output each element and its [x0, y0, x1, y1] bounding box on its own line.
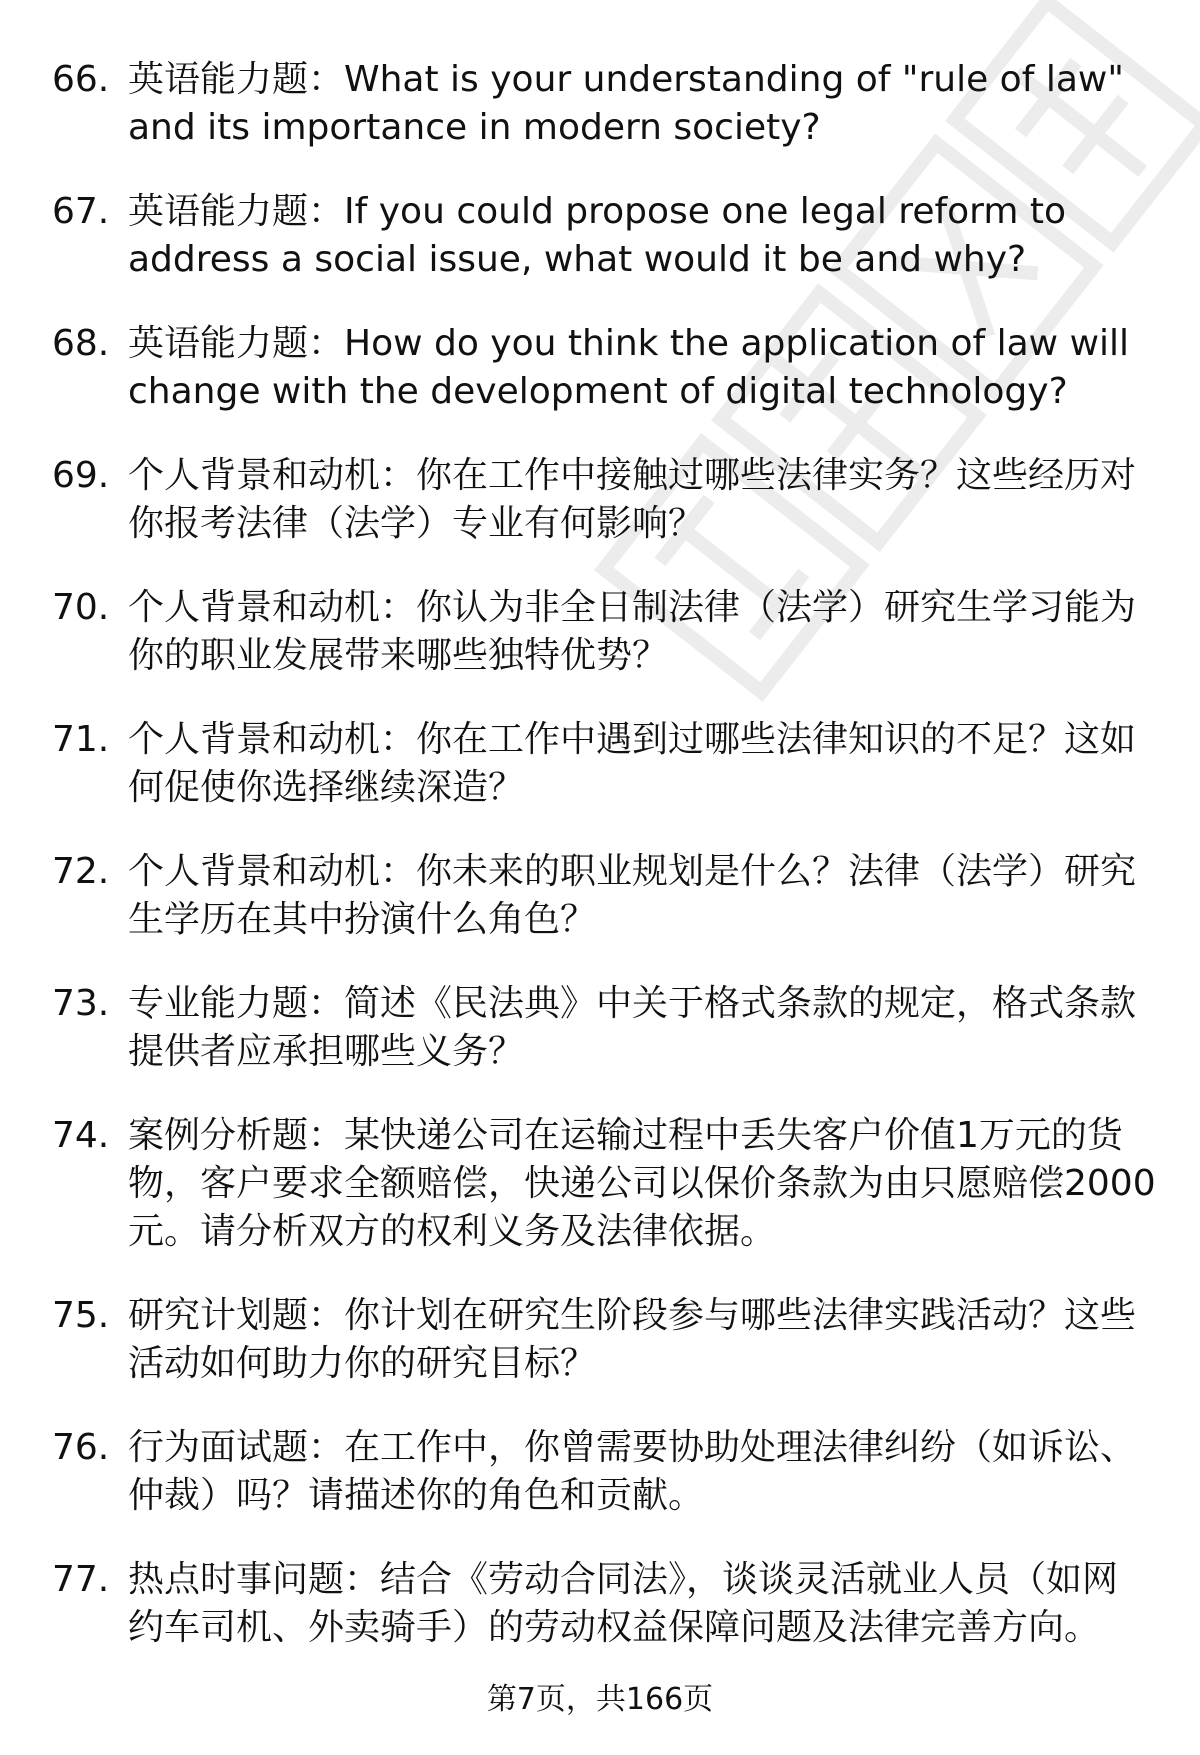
- question-text: [128, 584, 1158, 680]
- question-number: 68.: [52, 323, 110, 364]
- question-item: [0, 1556, 1200, 1688]
- question-line: 个人背景和动机：你未来的职业规划是什么？法律（法学）研究: [128, 851, 1137, 892]
- question-item: [0, 1292, 1200, 1424]
- question-text: [128, 1556, 1158, 1652]
- question-text: [128, 848, 1158, 944]
- question-line: 专业能力题：简述《民法典》中关于格式条款的规定，格式条款: [128, 983, 1137, 1024]
- question-text: [128, 980, 1158, 1076]
- question-text: [128, 320, 1158, 416]
- question-line: 研究计划题：你计划在研究生阶段参与哪些法律实践活动？这些: [128, 1295, 1137, 1336]
- question-line: 你的职业发展带来哪些独特优势？: [128, 635, 669, 676]
- question-line: 元。请分析双方的权利义务及法律依据。: [128, 1211, 777, 1252]
- question-item: [0, 1424, 1200, 1556]
- question-item: [0, 848, 1200, 980]
- question-number: 72.: [52, 851, 110, 892]
- question-item: [0, 716, 1200, 848]
- question-line: 生学历在其中扮演什么角色？: [128, 899, 597, 940]
- page-footer: 第7页，共166页: [486, 1682, 714, 1717]
- question-line: 英语能力题：What is your understanding of "rule of law": [128, 59, 1124, 100]
- question-number: 75.: [52, 1295, 110, 1336]
- question-line: change with the development of digital technology?: [128, 371, 1068, 412]
- question-line: 个人背景和动机：你在工作中接触过哪些法律实务？这些经历对: [128, 455, 1137, 496]
- question-line: 你报考法律（法学）专业有何影响？: [128, 503, 705, 544]
- question-number: 69.: [52, 455, 110, 496]
- question-number: 66.: [52, 59, 110, 100]
- question-number: 76.: [52, 1427, 110, 1468]
- question-line: 行为面试题：在工作中，你曾需要协助处理法律纠纷（如诉讼、: [128, 1427, 1137, 1468]
- question-item: [0, 320, 1200, 452]
- question-item: [0, 980, 1200, 1112]
- question-text: [128, 1424, 1158, 1520]
- question-line: address a social issue, what would it be and why?: [128, 239, 1027, 280]
- question-item: [0, 56, 1200, 188]
- question-line: 仲裁）吗？请描述你的角色和贡献。: [128, 1475, 705, 1516]
- question-text: [128, 1292, 1158, 1388]
- question-line: 何促使你选择继续深造？: [128, 767, 525, 808]
- question-number: 67.: [52, 191, 110, 232]
- question-line: 个人背景和动机：你认为非全日制法律（法学）研究生学习能为: [128, 587, 1137, 628]
- question-item: [0, 188, 1200, 320]
- question-text: [128, 716, 1158, 812]
- question-number: 77.: [52, 1559, 110, 1600]
- question-line: 个人背景和动机：你在工作中遇到过哪些法律知识的不足？这如: [128, 719, 1137, 760]
- question-text: [128, 1112, 1158, 1256]
- question-item: [0, 1112, 1200, 1292]
- question-line: 案例分析题：某快递公司在运输过程中丢失客户价值1万元的货: [128, 1115, 1123, 1156]
- question-text: [128, 188, 1158, 284]
- question-number: 71.: [52, 719, 110, 760]
- question-line: 约车司机、外卖骑手）的劳动权益保障问题及法律完善方向。: [128, 1607, 1101, 1648]
- question-item: [0, 452, 1200, 584]
- question-item: [0, 584, 1200, 716]
- question-list: [0, 56, 1200, 1688]
- question-line: 提供者应承担哪些义务？: [128, 1031, 525, 1072]
- question-line: 活动如何助力你的研究目标？: [128, 1343, 597, 1384]
- question-text: [128, 56, 1158, 152]
- question-line: 热点时事问题：结合《劳动合同法》，谈谈灵活就业人员（如网: [128, 1559, 1119, 1600]
- question-line: 英语能力题：If you could propose one legal reform to: [128, 191, 1066, 232]
- question-number: 74.: [52, 1115, 110, 1156]
- question-number: 70.: [52, 587, 110, 628]
- question-line: 英语能力题：How do you think the application of law will: [128, 323, 1130, 364]
- question-text: [128, 452, 1158, 548]
- question-number: 73.: [52, 983, 110, 1024]
- question-line: and its importance in modern society?: [128, 107, 821, 148]
- question-line: 物，客户要求全额赔偿，快递公司以保价条款为由只愿赔偿2000: [128, 1163, 1156, 1204]
